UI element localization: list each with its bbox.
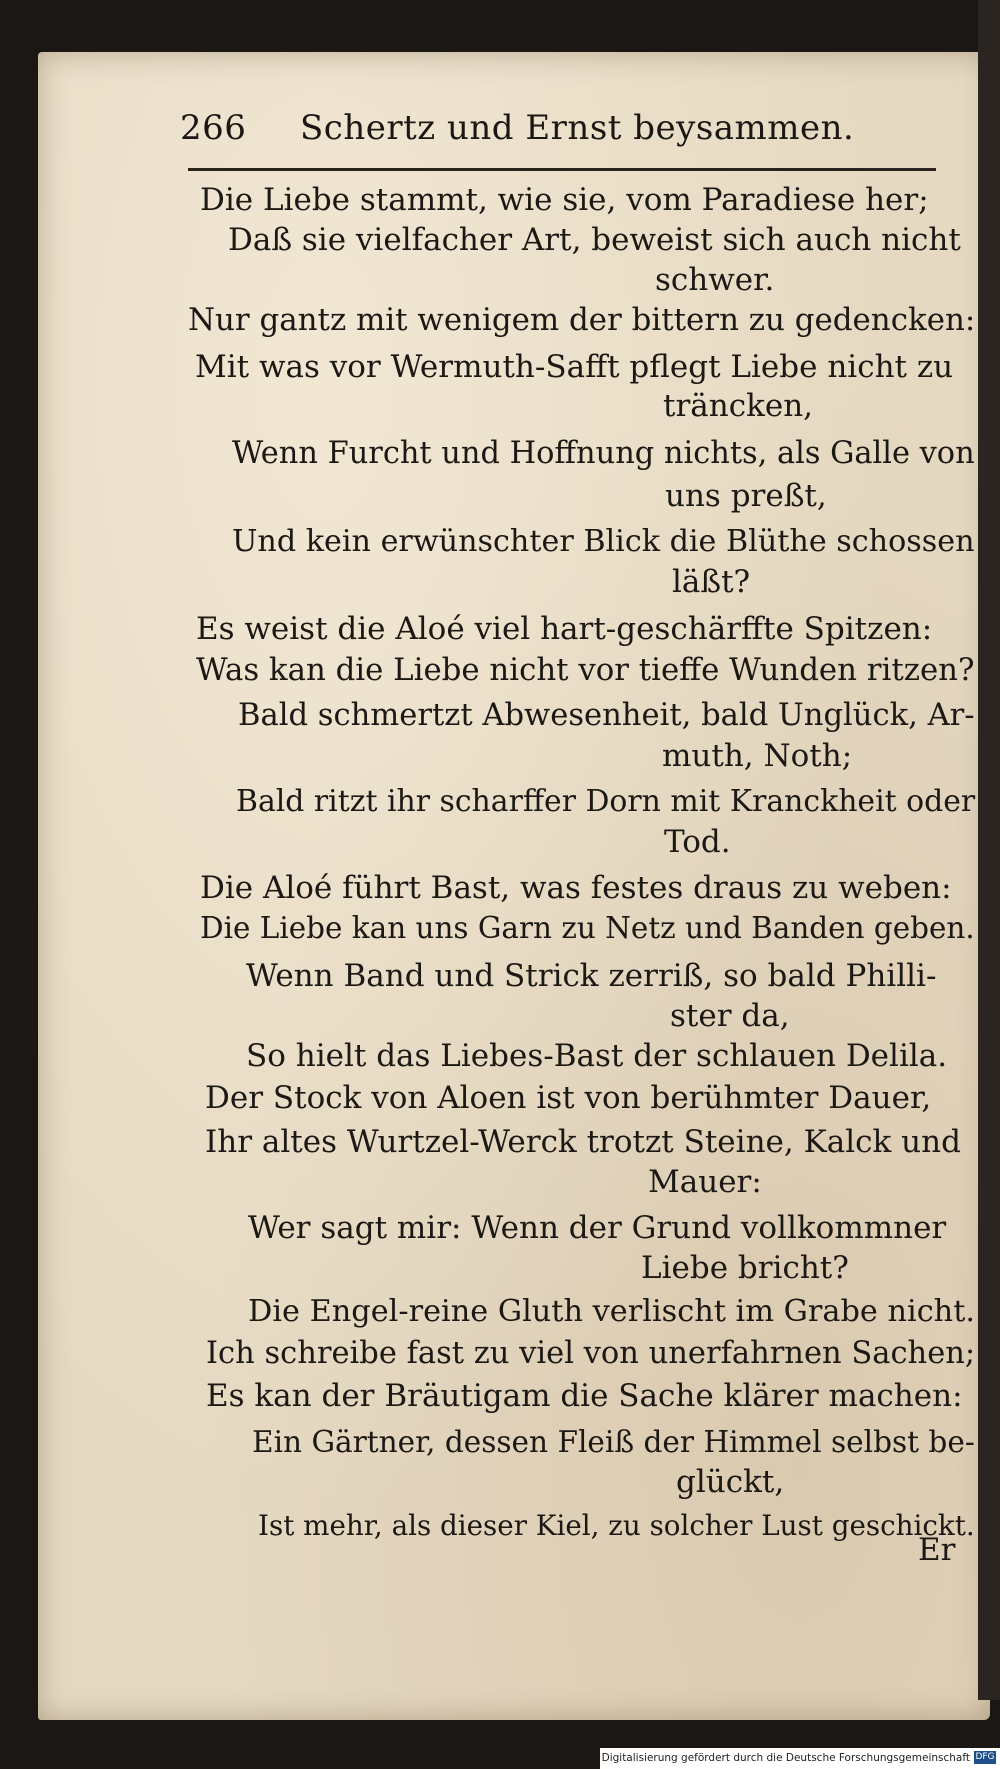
text-line: muth, Noth;: [662, 738, 853, 774]
catchword: Er: [918, 1532, 956, 1568]
header-rule: [188, 168, 936, 171]
text-line: Wenn Band und Strick zerriß, so bald Philli-: [246, 958, 937, 994]
text-line: schwer.: [655, 262, 775, 298]
text-line: Liebe bricht?: [641, 1250, 849, 1286]
text-line: läßt?: [672, 564, 751, 600]
text-line: Ihr altes Wurtzel-Werck trotzt Steine, Kalck und: [205, 1124, 961, 1160]
text-line: Die Liebe stammt, wie sie, vom Paradiese her;: [200, 182, 929, 218]
book-edge: [978, 0, 1000, 1700]
text-line: Die Liebe kan uns Garn zu Netz und Banden geben.: [200, 911, 975, 945]
text-line: Was kan die Liebe nicht vor tieffe Wunden ritzen?: [196, 652, 975, 688]
text-line: uns preßt,: [665, 478, 827, 514]
text-line: Mit was vor Wermuth-Safft pflegt Liebe nicht zu: [195, 349, 954, 385]
digitization-footer: [600, 1748, 1000, 1769]
text-line: Die Aloé führt Bast, was festes draus zu weben:: [200, 870, 952, 906]
text-line: Es weist die Aloé viel hart-geschärffte Spitzen:: [196, 611, 933, 647]
text-line: Mauer:: [648, 1164, 762, 1200]
text-line: Wenn Furcht und Hoffnung nichts, als Galle von: [232, 436, 975, 471]
text-line: glückt,: [676, 1464, 785, 1500]
text-line: Ich schreibe fast zu viel von unerfahrnen Sachen;: [206, 1336, 976, 1371]
text-line: Die Engel-reine Gluth verlischt im Grabe nicht.: [248, 1294, 976, 1329]
text-line: Bald schmertzt Abwesenheit, bald Unglück, Ar-: [238, 698, 975, 733]
text-line: träncken,: [663, 388, 814, 424]
text-line: Wer sagt mir: Wenn der Grund vollkommner: [248, 1210, 947, 1246]
text-line: Nur gantz mit wenigem der bittern zu gedencken:: [188, 302, 976, 338]
text-line: Bald ritzt ihr scharffer Dorn mit Kranckheit oder: [236, 784, 976, 819]
text-line: Ist mehr, als dieser Kiel, zu solcher Lust geschickt.: [258, 1509, 975, 1542]
text-line: ster da,: [670, 998, 790, 1034]
text-line: Der Stock von Aloen ist von berühmter Dauer,: [205, 1080, 932, 1116]
page-number: 266: [180, 108, 247, 148]
text-line: So hielt das Liebes-Bast der schlauen Delila.: [246, 1038, 948, 1074]
text-line: Tod.: [664, 824, 731, 860]
text-line: Daß sie vielfacher Art, beweist sich auch nicht: [228, 222, 961, 258]
running-title: Schertz und Ernst beysammen.: [300, 108, 855, 148]
funding-credit: Digitalisierung gefördert durch die Deutsche Forschungsgemeinschaft: [601, 1752, 970, 1764]
text-line: Es kan der Bräutigam die Sache klärer machen:: [206, 1378, 963, 1414]
text-line: Und kein erwünschter Blick die Blüthe schossen: [232, 524, 975, 559]
dfg-logo: DFG: [975, 1752, 995, 1762]
page-header: [180, 108, 940, 154]
text-line: Ein Gärtner, dessen Fleiß der Himmel selbst be-: [252, 1425, 975, 1459]
